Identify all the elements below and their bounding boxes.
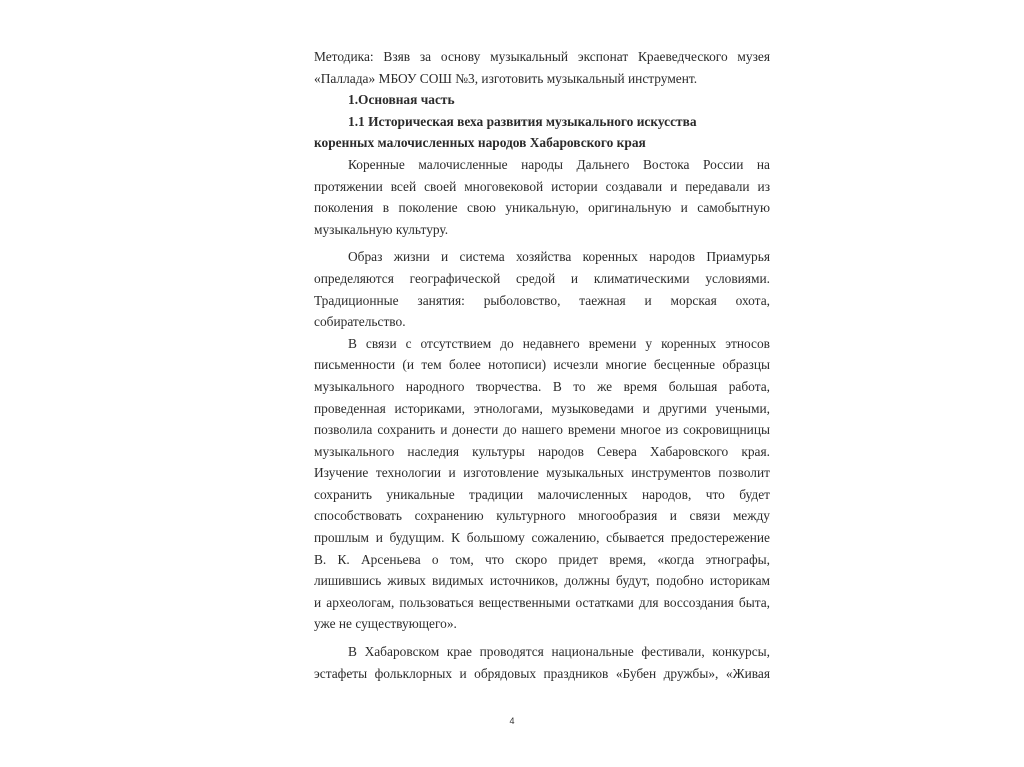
paragraph-line: музыкальную культуру.: [314, 221, 449, 237]
paragraph-line: письменности (и тем более нотописи) исчезли многие бесценные образцы: [314, 357, 770, 373]
paragraph-line: музыкального народного творчества. В то же время большая работа,: [314, 378, 770, 394]
paragraph-line: Образ жизни и система хозяйства коренных народов Приамурья: [348, 249, 770, 265]
paragraph-line: В связи с отсутствием до недавнего времени у коренных этносов: [348, 335, 770, 351]
intro-paragraph: [314, 46, 770, 89]
paragraph-line: способствовать сохранению культурного многообразия и связи между: [314, 508, 770, 524]
body-paragraph: [314, 154, 770, 240]
paragraph-line: Коренные малочисленные народы Дальнего Востока России на: [348, 156, 770, 172]
paragraph-line: В. К. Арсеньева о том, что скоро придет время, «когда этнографы,: [314, 551, 770, 567]
paragraph-line: собирательство.: [314, 314, 406, 330]
document-body: [314, 46, 770, 684]
subsection-heading-line: коренных малочисленных народов Хабаровского края: [314, 135, 646, 151]
paragraph-line: музыкального наследия культуры народов Севера Хабаровского края.: [314, 443, 770, 459]
subsection-heading: [314, 111, 770, 154]
body-paragraph: [314, 333, 770, 635]
paragraph-line: Изучение технологии и изготовление музыкальных инструментов позволит: [314, 465, 770, 481]
paragraph-line: эстафеты фольклорных и обрядовых праздников «Бубен дружбы», «Живая: [314, 665, 770, 681]
paragraph-line: Традиционные занятия: рыболовство, таежная и морская охота,: [314, 292, 770, 308]
body-paragraph: [314, 246, 770, 332]
paragraph-line: определяются географической средой и климатическими условиями.: [314, 270, 770, 286]
body-paragraph: [314, 641, 770, 684]
paragraph-line: лишившись живых видимых источников, должны будут, подобно историкам: [314, 573, 770, 589]
paragraph-line: сохранить уникальные традиции малочисленных народов, что будет: [314, 486, 770, 502]
section-heading-text: 1.Основная часть: [348, 92, 455, 108]
section-heading: [314, 89, 770, 111]
intro-line: «Паллада» МБОУ СОШ №3, изготовить музыкальный инструмент.: [314, 70, 698, 86]
paragraph-line: проведенная историками, этнологами, музыковедами и другими учеными,: [314, 400, 770, 416]
paragraph-line: В Хабаровском крае проводятся национальные фестивали, конкурсы,: [348, 644, 770, 660]
paragraph-line: поколения в поколение свою уникальную, оригинальную и самобытную: [314, 200, 770, 216]
subsection-heading-line: 1.1 Историческая веха развития музыкального искусства: [348, 113, 697, 129]
paragraph-line: прошлым и будущим. К большому сожалению, сбывается предостережение: [314, 530, 770, 546]
paragraph-line: позволила сохранить и донести до нашего времени многое из сокровищницы: [314, 422, 770, 438]
paragraph-line: протяжении всей своей многовековой истории создавали и передавали из: [314, 178, 770, 194]
intro-line: Методика: Взяв за основу музыкальный экспонат Краеведческого музея: [314, 49, 770, 64]
paragraph-line: уже не существующего».: [314, 616, 457, 632]
paragraph-line: и археологам, пользоваться вещественными остатками для воссоздания быта,: [314, 594, 770, 610]
page-number: 4: [509, 716, 515, 726]
